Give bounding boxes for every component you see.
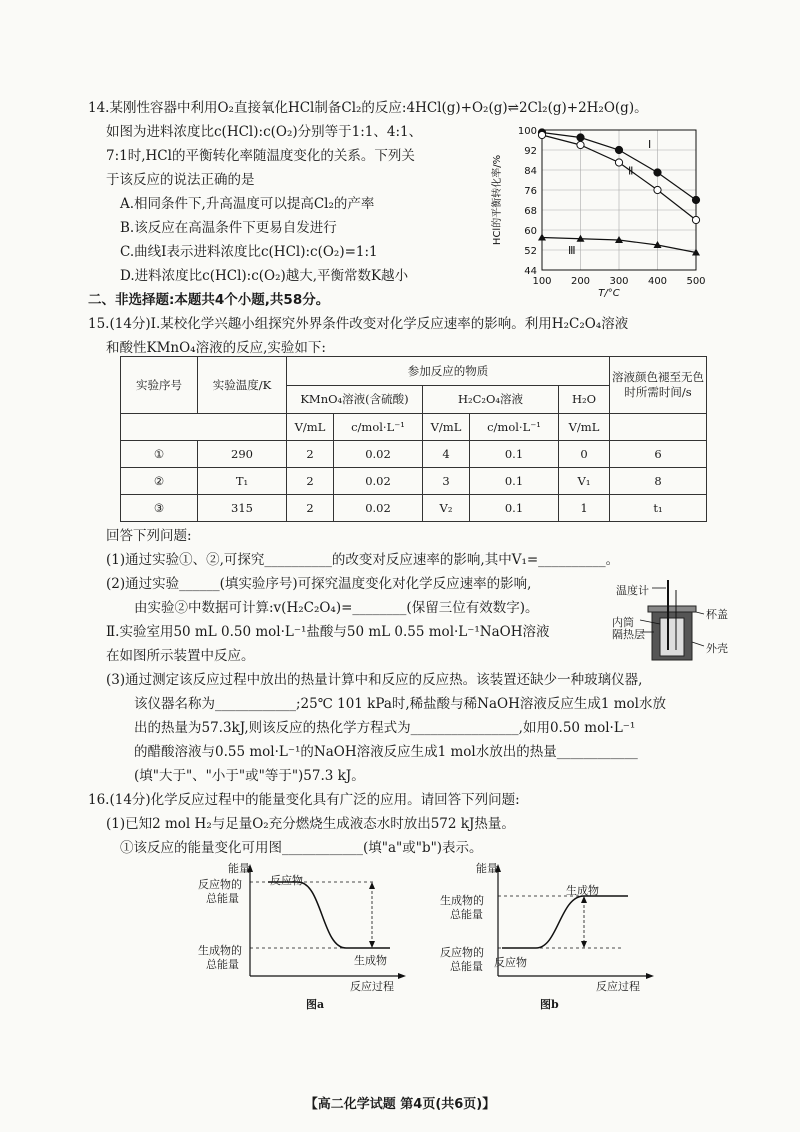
y-tick-label: 100: [517, 126, 537, 137]
fig-b-bot-left-1: 反应物的: [440, 946, 484, 959]
table-cell: 0.1: [470, 441, 559, 468]
label-insulation: 隔热层: [612, 628, 645, 641]
y-tick-label: 68: [524, 206, 537, 217]
label-inner: 内筒: [612, 616, 634, 629]
experiment-table: [120, 356, 707, 522]
table-cell: T₁: [198, 468, 287, 495]
table-cell: 0.02: [334, 495, 423, 522]
table-cell: 2: [287, 495, 334, 522]
data-point: [692, 216, 699, 223]
fig-a-top-label: 反应物: [270, 874, 303, 887]
table-cell: 0.1: [470, 495, 559, 522]
q15-intro-line2: 和酸性KMnO₄溶液的反应,实验如下:: [106, 340, 326, 356]
fig-b-bot-left-2: 总能量: [450, 960, 483, 973]
data-point: [692, 196, 699, 203]
th-unit-v1: V/mL: [287, 414, 334, 441]
data-point: [654, 169, 661, 176]
table-cell: ②: [121, 468, 198, 495]
q14-option-d: D.进料浓度比c(HCl):c(O₂)越大,平衡常数K越小: [120, 268, 409, 284]
q15-intro-line1: 15.(14分)Ⅰ.某校化学兴趣小组探究外界条件改变对化学反应速率的影响。利用H₂C₂O₄溶液: [88, 316, 629, 332]
q15-part3-line3: 出的热量为57.3kJ,则该反应的热化学方程式为________________,如用0.50 mol·L⁻¹: [134, 720, 636, 736]
fig-a-top-left-2: 总能量: [206, 892, 239, 905]
data-point: [615, 146, 622, 153]
th-unit-c1: c/mol·L⁻¹: [334, 414, 423, 441]
data-point: [577, 141, 584, 148]
fig-a-caption: 图a: [306, 998, 325, 1011]
table-cell: V₂: [423, 495, 470, 522]
table-cell: 0: [559, 441, 610, 468]
q14-option-b: B.该反应在高温条件下更易自发进行: [120, 220, 337, 236]
table-cell: 2: [287, 468, 334, 495]
table-cell: 0.02: [334, 468, 423, 495]
q14-stem-line3: 7:1时,HCl的平衡转化率随温度变化的关系。下列关: [106, 148, 415, 164]
fig-b-top-left-2: 总能量: [450, 908, 483, 921]
table-cell: V₁: [559, 468, 610, 495]
y-tick-label: 44: [524, 266, 537, 277]
label-outer: 外壳: [706, 642, 728, 655]
experiment-rows: [121, 441, 707, 522]
table-cell: 315: [198, 495, 287, 522]
page-footer: 【高二化学试题 第4页(共6页)】: [304, 1097, 496, 1112]
fig-a-y-label: 能量: [228, 862, 250, 875]
th-seq: 实验序号: [121, 357, 198, 414]
fig-b-x-label: 反应过程: [596, 980, 640, 993]
q15-part-ii-line2: 在如图所示装置中反应。: [106, 648, 255, 664]
x-tick-label: 300: [609, 276, 629, 287]
th-time: 溶液颜色褪至无色时所需时间/s: [610, 357, 707, 414]
th-temp: 实验温度/K: [198, 357, 287, 414]
q15-part3-line5: (填"大于"、"小于"或"等于")57.3 kJ。: [134, 768, 365, 784]
chart-labels: [490, 126, 706, 299]
table-cell: t₁: [610, 495, 707, 522]
conversion-chart: [480, 118, 720, 308]
table-cell: 0.1: [470, 468, 559, 495]
q16-part1: (1)已知2 mol H₂与足量O₂充分燃烧生成液态水时放出572 kJ热量。: [106, 816, 515, 832]
fig-a-top-left-1: 反应物的: [198, 878, 242, 891]
th-h2c2o4: H₂C₂O₄溶液: [423, 385, 559, 414]
q16-intro: 16.(14分)化学反应过程中的能量变化具有广泛的应用。请回答下列问题:: [88, 792, 520, 808]
th-unit-v2: V/mL: [423, 414, 470, 441]
fig-a-bot-left-1: 生成物的: [198, 944, 242, 957]
y-tick-label: 84: [524, 166, 537, 177]
fig-b-top-left-1: 生成物的: [440, 894, 484, 907]
series-label: Ⅱ: [628, 164, 634, 178]
x-tick-label: 200: [570, 276, 591, 287]
table-cell: ③: [121, 495, 198, 522]
data-point: [615, 159, 622, 166]
fig-b-bot-label: 反应物: [494, 956, 527, 969]
table-cell: 1: [559, 495, 610, 522]
section-2-heading: 二、非选择题:本题共4个小题,共58分。: [88, 292, 330, 308]
table-cell: 290: [198, 441, 287, 468]
data-point: [577, 134, 584, 141]
q15-part3-line1: (3)通过测定该反应过程中放出的热量计算中和反应的反应热。该装置还缺少一种玻璃仪器,: [106, 672, 643, 688]
table-cell: ①: [121, 441, 198, 468]
y-tick-label: 76: [524, 186, 537, 197]
q15-part1: (1)通过实验①、②,可探究__________的改变对反应速率的影响,其中V₁=__________。: [106, 552, 620, 568]
lid: [648, 606, 696, 612]
q14-option-a: A.相同条件下,升高温度可以提高Cl₂的产率: [120, 196, 375, 212]
q14-option-c: C.曲线Ⅰ表示进料浓度比c(HCl):c(O₂)=1:1: [120, 244, 378, 260]
fig-b-y-label: 能量: [476, 862, 498, 875]
q14-stem-line1: 14.某刚性容器中利用O₂直接氧化HCl制备Cl₂的反应:4HCl(g)+O₂(g)⇌2Cl₂(g)+2H₂O(g)。: [88, 100, 648, 116]
x-tick-label: 500: [686, 276, 706, 287]
y-axis-label: HCl的平衡转化率/%: [492, 154, 503, 246]
q15-part2-line2: 由实验②中数据可计算:v(H₂C₂O₄)=________(保留三位有效数字)。: [134, 600, 539, 616]
table-cell: 3: [423, 468, 470, 495]
q15-part3-line2: 该仪器名称为____________;25℃ 101 kPa时,稀盐酸与稀NaOH溶液反应生成1 mol水放: [134, 696, 667, 712]
th-unit-c2: c/mol·L⁻¹: [470, 414, 559, 441]
fig-b-top-label: 生成物: [566, 884, 599, 897]
table-cell: 0.02: [334, 441, 423, 468]
q16-part1-sub1: ①该反应的能量变化可用图____________(填"a"或"b")表示。: [120, 840, 483, 856]
q14-stem-line2: 如图为进料浓度比c(HCl):c(O₂)分别等于1:1、4:1、: [106, 124, 423, 140]
table-cell: 2: [287, 441, 334, 468]
table-row: [121, 468, 707, 495]
y-tick-label: 92: [524, 146, 537, 157]
q15-part-ii-line1: Ⅱ.实验室用50 mL 0.50 mol·L⁻¹盐酸与50 mL 0.55 mol·L⁻¹NaOH溶液: [106, 624, 550, 640]
table-cell: 4: [423, 441, 470, 468]
label-lid: 杯盖: [706, 608, 728, 621]
q15-part3-line4: 的醋酸溶液与0.55 mol·L⁻¹的NaOH溶液反应生成1 mol水放出的热量____________: [134, 744, 638, 760]
fig-a-bot-label: 生成物: [354, 954, 387, 967]
y-tick-label: 52: [524, 246, 537, 257]
table-cell: 8: [610, 468, 707, 495]
th-h2o: H₂O: [559, 385, 610, 414]
table-cell: 6: [610, 441, 707, 468]
series-label: Ⅰ: [648, 138, 652, 151]
fig-b-caption: 图b: [540, 998, 559, 1011]
data-point: [538, 131, 545, 138]
fig-b-curve: [502, 896, 628, 948]
th-unit-v3: V/mL: [559, 414, 610, 441]
q15-part2-line1: (2)通过实验______(填实验序号)可探究温度变化对化学反应速率的影响,: [106, 576, 532, 592]
x-tick-label: 100: [532, 276, 552, 287]
fig-a-x-label: 反应过程: [350, 980, 394, 993]
data-point: [654, 186, 661, 193]
th-kmno4: KMnO₄溶液(含硫酸): [287, 385, 423, 414]
series-label: Ⅲ: [568, 244, 576, 257]
label-thermometer: 温度计: [616, 584, 649, 597]
fig-a-bot-left-2: 总能量: [206, 958, 239, 971]
table-row: [121, 441, 707, 468]
x-tick-label: 400: [647, 276, 668, 287]
x-axis-label: T/°C: [598, 288, 620, 299]
th-substances: 参加反应的物质: [287, 357, 610, 386]
inner-cup: [660, 618, 684, 656]
y-tick-label: 60: [524, 226, 537, 237]
q14-stem-line4: 于该反应的说法正确的是: [106, 172, 255, 188]
table-row: [121, 495, 707, 522]
q15-answer-prompt: 回答下列问题:: [106, 528, 192, 544]
